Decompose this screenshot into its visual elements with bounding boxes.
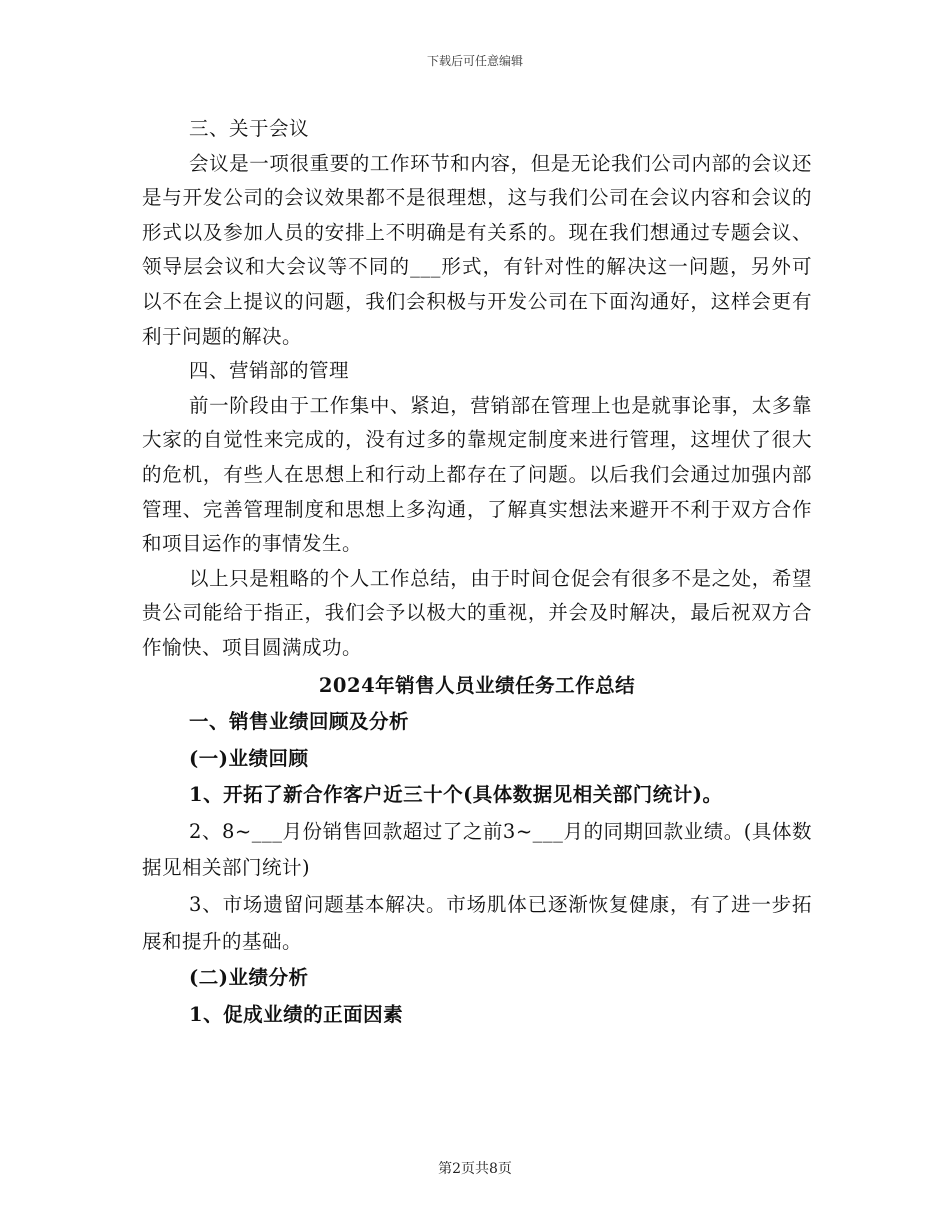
meeting-paragraph: 会议是一项很重要的工作环节和内容，但是无论我们公司内部的会议还是与开发公司的会议效果都不是很理想，这与我们公司在会议内容和会议的形式以及参加人员的安排上不明确是有关系的。现在我们想通过专题会议、领导层会议和大会议等不同的___形式，有针对性的解决这一问题，另外可以不在会上提议的问题，我们会积极与开发公司在下面沟通好，这样会更有利于问题的解决。 <box>142 151 812 348</box>
review-item-1: 1、开拓了新合作客户近三十个(具体数据见相关部门统计)。 <box>189 783 723 807</box>
heading-performance-review: (一)业绩回顾 <box>189 746 309 770</box>
meeting-heading: 三、关于会议 <box>189 117 310 140</box>
heading-performance-analysis: (二)业绩分析 <box>189 966 309 990</box>
marketing-heading: 四、营销部的管理 <box>189 359 350 383</box>
heading-review-analysis: 一、销售业绩回顾及分析 <box>189 710 410 734</box>
review-item-2: 2、8~___月份销售回款超过了之前3~___月的同期回款业绩。(具体数据见相关部门统计) <box>142 819 812 880</box>
section-sales-summary <box>142 668 812 1034</box>
marketing-paragraph: 前一阶段由于工作集中、紧迫，营销部在管理上也是就事论事，太多靠大家的自觉性来完成的，没有过多的靠规定制度来进行管理，这埋伏了很大的危机，有些人在思想上和行动上都存在了问题。以后我们会通过加强内部管理、完善管理制度和思想上多沟通，了解真实想法来避开不利于双方合作和项目运作的事情发生。 <box>142 393 812 556</box>
document-body <box>142 112 812 1033</box>
analysis-item-positive: 1、促成业绩的正面因素 <box>189 1002 404 1026</box>
document-title: 2024年销售人员业绩任务工作总结 <box>318 673 636 697</box>
page-header: 下载后可任意编辑 <box>426 54 523 68</box>
section-work-summary <box>142 112 812 666</box>
page-number: 第2页共8页 <box>438 1161 512 1177</box>
review-item-3: 3、市场遗留问题基本解决。市场肌体已逐渐恢复健康，有了进一步拓展和提升的基础。 <box>142 893 812 953</box>
closing-paragraph: 以上只是粗略的个人工作总结，由于时间仓促会有很多不是之处，希望贵公司能给于指正，我们会予以极大的重视，并会及时解决，最后祝双方合作愉快、项目圆满成功。 <box>142 566 812 659</box>
